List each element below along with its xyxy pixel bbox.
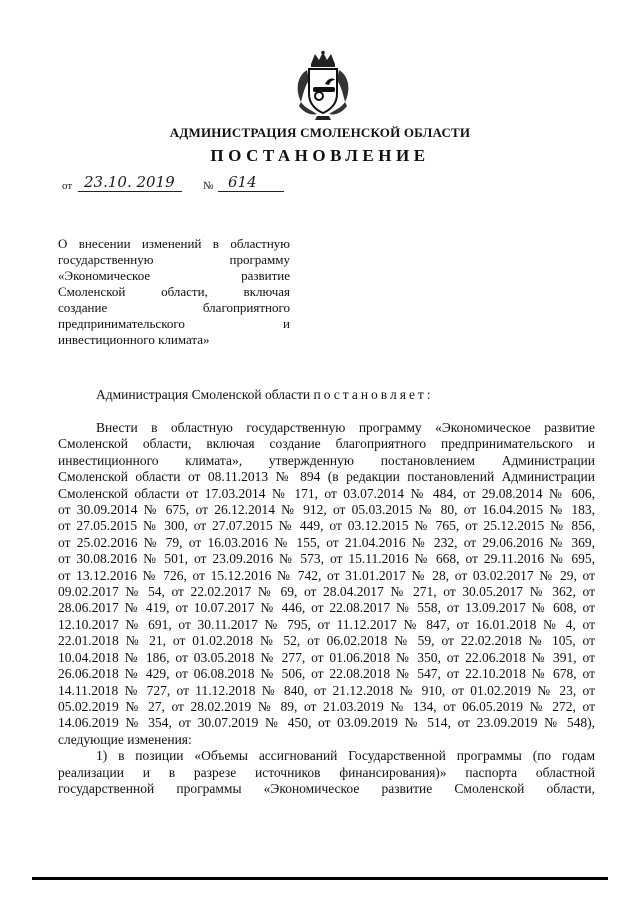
number-underline: [218, 191, 284, 192]
subject-line: государственную программу: [58, 252, 290, 267]
decree-subject: Администрация Смоленской области: [96, 387, 311, 402]
body-line: Смоленской области от 08.11.2013 № 894 (в редакции постановлений Администрации: [58, 469, 595, 485]
body-line: реализации и в разрезе источников финансирования)» паспорта областной: [58, 764, 595, 780]
document-body: [58, 420, 595, 797]
body-line: следующие изменения:: [58, 731, 192, 747]
body-line: от 25.02.2016 № 79, от 16.03.2016 № 155, от 21.04.2016 № 232, от 29.06.2016 № 369,: [58, 534, 595, 550]
body-line: государственной программы «Экономическое развитие Смоленской области,: [58, 780, 595, 796]
date-prefix: от: [62, 180, 73, 192]
body-line: инвестиционного климата», утвержденную постановлением Администрации: [58, 452, 595, 468]
agency-name: АДМИНИСТРАЦИЯ СМОЛЕНСКОЙ ОБЛАСТИ: [169, 125, 471, 140]
body-line: 09.02.2017 № 54, от 22.02.2017 № 69, от 28.04.2017 № 271, от 30.05.2017 № 362, от: [58, 584, 595, 600]
number-value: 614: [228, 173, 257, 191]
body-line: от 30.08.2016 № 501, от 23.09.2016 № 573, от 15.11.2016 № 668, от 29.11.2016 № 695,: [58, 551, 595, 567]
date-underline: [78, 191, 182, 192]
body-line: 05.02.2019 № 27, от 28.02.2019 № 89, от 21.03.2019 № 134, от 06.05.2019 № 272, от: [58, 698, 595, 714]
subject-line: О внесении изменений в областную: [58, 236, 290, 251]
decree-line: [96, 387, 434, 403]
date-number-line: [60, 175, 320, 195]
body-line: 14.06.2019 № 354, от 30.07.2019 № 450, от 03.09.2019 № 514, от 23.09.2019 № 548),: [58, 715, 595, 731]
document-subject: [58, 236, 290, 348]
body-line: 1) в позиции «Объемы ассигнований Государственной программы (по годам: [96, 748, 595, 764]
number-prefix: №: [203, 180, 214, 192]
body-line: 26.06.2018 № 429, от 06.08.2018 № 506, от 22.08.2018 № 547, от 22.10.2018 № 678, от: [58, 666, 595, 682]
body-line: от 13.12.2016 № 726, от 15.12.2016 № 742, от 31.01.2017 № 28, от 03.02.2017 № 29, от: [58, 567, 595, 583]
body-line: 22.01.2018 № 21, от 01.02.2018 № 52, от 06.02.2018 № 59, от 22.02.2018 № 105, от: [58, 633, 595, 649]
body-line: 28.06.2017 № 419, от 10.07.2017 № 446, от 22.08.2017 № 558, от 13.09.2017 № 608, от: [58, 600, 595, 616]
body-line: 14.11.2018 № 727, от 11.12.2018 № 840, от 21.12.2018 № 910, от 01.02.2019 № 23, от: [58, 682, 595, 698]
coat-of-arms-icon: [293, 50, 353, 122]
body-line: от 27.05.2015 № 300, от 27.07.2015 № 449, от 03.12.2015 № 765, от 25.12.2015 № 856,: [58, 518, 595, 534]
body-line: Смоленской области, включая создание благоприятного предпринимательского и: [58, 436, 595, 452]
subject-line: инвестиционного климата»: [58, 332, 210, 347]
subject-line: «Экономическое развитие: [58, 268, 290, 283]
date-value: 23.10. 2019: [84, 173, 175, 191]
bottom-rule: [32, 877, 608, 880]
decree-verb: постановляет:: [313, 387, 434, 402]
subject-line: создание благоприятного: [58, 300, 290, 315]
subject-line: предпринимательского и: [58, 316, 290, 331]
document-type: ПОСТАНОВЛЕНИЕ: [210, 146, 430, 165]
body-line: Смоленской области от 17.03.2014 № 171, от 03.07.2014 № 484, от 29.08.2014 № 606,: [58, 485, 595, 501]
body-line: 10.04.2018 № 186, от 03.05.2018 № 277, от 01.06.2018 № 350, от 22.06.2018 № 391, от: [58, 649, 595, 665]
subject-line: Смоленской области, включая: [58, 284, 290, 299]
body-line: Внести в областную государственную программу «Экономическое развитие: [96, 420, 595, 435]
body-line: от 30.09.2014 № 675, от 26.12.2014 № 912, от 05.03.2015 № 80, от 16.04.2015 № 183,: [58, 502, 595, 518]
body-line: 12.10.2017 № 691, от 30.11.2017 № 795, от 11.12.2017 № 847, от 16.01.2018 № 4, от: [58, 616, 595, 632]
